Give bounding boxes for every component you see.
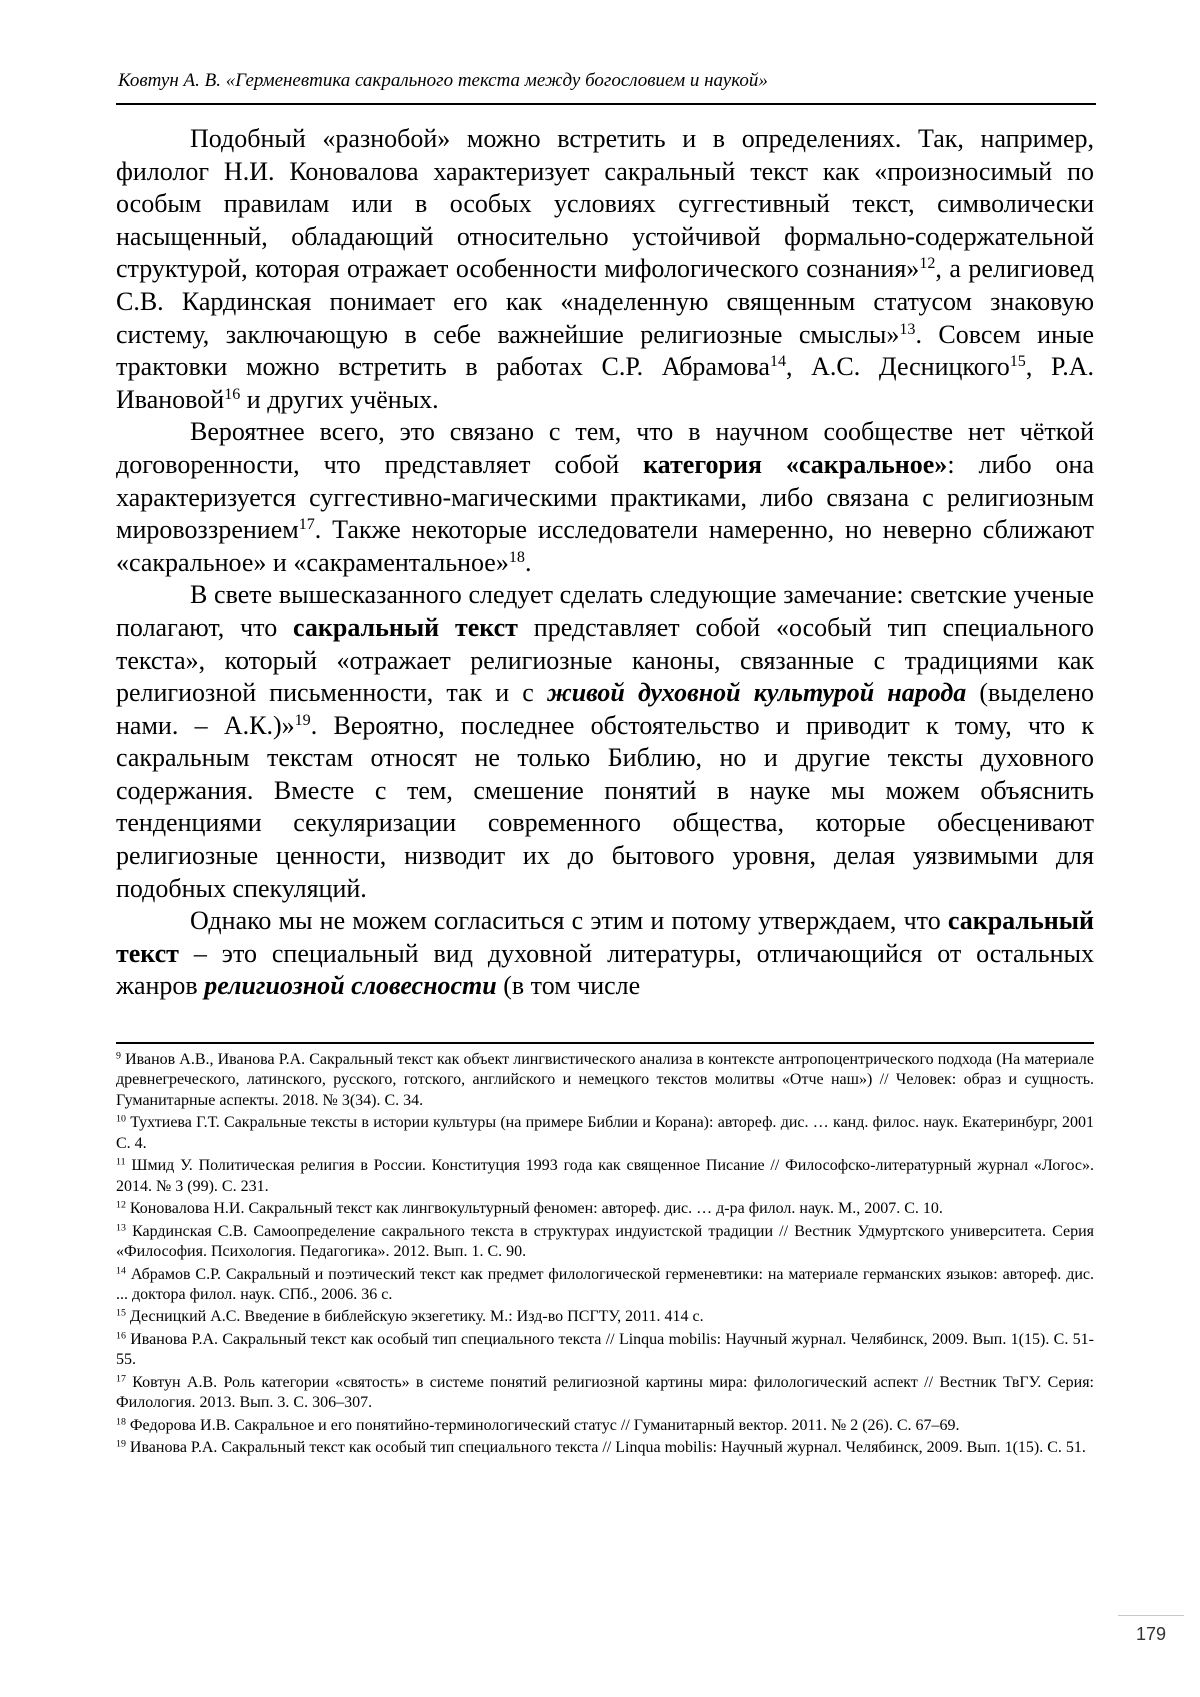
footnote-ref[interactable]: 12 [919,255,936,273]
text-run: представляет собой «особый тип специального текста», который «отражает религиозные каноны, связанные с традициями как религиозной письменности, так и с [116,612,1094,708]
text-run: . Совсем иные трактовки можно встретить в работах С.Р. Абрамова [116,319,1094,382]
paragraph-1 [116,123,1094,416]
footnote-number: 17 [116,1373,126,1385]
bold-term: сакральный текст [293,612,518,642]
text-run: Вероятнее всего, это связано с тем, что в научном сообществе нет чёткой договоренности, что представляет собой [116,417,1094,479]
paragraph-2 [116,416,1094,579]
text-run: . [524,547,532,577]
footnote-ref[interactable]: 15 [1009,353,1026,371]
text-run: , Р.А. Ивановой [116,352,1094,414]
footnote-text: Десницкий А.С. Введение в библейскую экзегетику. М.: Изд-во ПСГТУ, 2011. 414 с. [129,1308,704,1326]
footnote [116,1373,1094,1414]
footnote-ref[interactable]: 18 [508,548,525,566]
header-rule [116,103,1096,105]
footnote-text: Иванов А.В., Иванова Р.А. Сакральный текст как объект лингвистического анализа в контексте антропоцентрического подхода (На материале древнегреческого, латинского, русского, готского, английского и немецкого текстов молитвы «Отче наш») // Человек: образ и сущность. Гуманитарные аспекты. 2018. № 3(34). С. 34. [116,1051,1095,1109]
footnote-text: Тухтиева Г.Т. Сакральные тексты в истории культуры (на примере Библии и Корана): автореф. дис. … канд. филос. наук. Екатеринбург, 2001 С. 4. [116,1114,1095,1152]
bold-italic-phrase [204,971,497,1000]
text-run: В свете вышесказанного следует сделать следующие замечание: светские ученые полагают, что [116,580,1094,642]
footnote-ref[interactable]: 14 [769,353,786,371]
text-run: : либо она характеризуется суггестивно-магическими практиками, либо связана с религиозным мировоззрением [116,449,1094,545]
footnote-number: 19 [116,1438,126,1450]
text-run: (выделено нами. – А.К.)» [116,678,1094,740]
footnote-ref[interactable]: 19 [294,711,311,729]
footnote [116,1156,1094,1197]
footnote-text: Иванова Р.А. Сакральный текст как особый тип специального текста // Linqua mobilis: Научный журнал. Челябинск, 2009. Вып. 1(15). С. 51-55. [116,1330,1095,1369]
footnote-number: 12 [116,1199,126,1211]
footnote-number: 16 [116,1330,126,1342]
footnote-text: Шмид У. Политическая религия в России. Конституция 1993 года как священное Писание // Философско-литературный журнал «Логос». 2014. № 3 (99). С. 231. [116,1157,1094,1195]
footnote-text: Коновалова Н.И. Сакральный текст как лингвокультурный феномен: автореф. дис. … д-ра филол. наук. М., 2007. С. 10. [129,1200,943,1218]
text-run: Однако мы не можем согласиться с этим и потому утверждаем, что [190,906,948,936]
footnote [116,1050,1094,1111]
text-run: (в том числе [496,971,641,1001]
footnote-number: 13 [116,1222,126,1234]
footnote [116,1330,1094,1371]
footnote-number: 9 [116,1050,121,1062]
footnotes [116,1050,1094,1461]
emphasis: религиозной словесности [204,971,497,1001]
footnote [116,1265,1094,1306]
footnote-number: 18 [116,1416,126,1428]
page-number: 179 [1135,1624,1167,1644]
footnote-text: Абрамов С.Р. Сакральный и поэтический текст как предмет филологической герменевтики: на материале германских языков: автореф. дис. ... доктора филол. наук. СПб., 2006. 36 с. [116,1265,1095,1303]
text-run: Подобный «разнобой» можно встретить и в определениях. Так, например, филолог Н.И. Коновалова характеризует сакральный текст как «произносимый по особым правилам или в особых условиях суггестивный текст, символически насыщенный, обладающий относительно устойчивой формально-содержательной структурой, которая отражает особенности мифологического сознания» [116,124,1094,284]
paragraph-3 [116,579,1094,905]
text-run: , А.С. Десницкого [786,352,1010,382]
footnote-number: 10 [116,1113,126,1125]
bold-italic-phrase [547,678,966,707]
footnote [116,1307,1094,1327]
footnote-text: Ковтун А.В. Роль категории «святость» в системе понятий религиозной картины мира: филологический аспект // Вестник ТвГУ. Серия: Филология. 2013. Вып. 3. С. 306–307. [116,1373,1094,1412]
paragraph-4 [116,905,1094,1003]
footnote [116,1222,1094,1263]
running-header: Ковтун А. В. «Герменевтика сакрального текста между богословием и наукой» [118,70,768,91]
footnote-text: Кардинская С.В. Самоопределение сакрального текста в структурах индуистской традиции // Вестник Удмуртского университета. Серия «Философия. Психология. Педагогика». 2012. Вып. 1. С. 90. [116,1222,1094,1261]
footnote-separator [116,1042,1094,1044]
footnote-text: Иванова Р.А. Сакральный текст как особый тип специального текста // Linqua mobilis: Научный журнал. Челябинск, 2009. Вып. 1(15). С. 51. [129,1439,1086,1457]
footnote-number: 15 [116,1307,126,1319]
footnote-ref[interactable]: 16 [224,385,241,403]
footnote [116,1438,1094,1458]
bold-term: сакральный текст [116,906,1094,968]
main-text [116,123,1094,1003]
text-run: – это специальный вид духовной литературы, отличающийся от остальных жанров [116,938,1094,1001]
text-run: , а религиовед С.В. Кардинская понимает его как «наделенную священным статусом знаковую систему, заключающую в себе важнейшие религиозные смыслы» [116,254,1094,349]
text-run: и других учёных. [240,384,439,414]
text-run: . Вероятно, последнее обстоятельство и приводит к тому, что к сакральным текстам относят не только Библию, но и другие тексты духовного содержания. Вместе с тем, смешение понятий в науке мы можем объяснить тенденциями секуляризации современного общества, которые обесценивают религиозные ценности, низводит их до бытового уровня, делая уязвимыми для подобных спекуляций. [116,710,1094,903]
footnote [116,1199,1094,1219]
footnote-ref[interactable]: 17 [298,516,315,534]
footnote [116,1416,1094,1436]
footnote-number: 11 [116,1156,126,1168]
emphasis: живой духовной культурой народа [546,678,967,708]
page-number-rule [1118,1615,1184,1616]
footnote-text: Федорова И.В. Сакральное и его понятийно-терминологический статус // Гуманитарный вектор. 2011. № 2 (26). С. 67–69. [129,1416,960,1434]
footnote-number: 14 [116,1265,126,1277]
footnote [116,1113,1094,1154]
footnote-ref[interactable]: 13 [899,320,916,338]
bold-term: категория «сакральное» [643,449,948,479]
text-run: . Также некоторые исследователи намеренно, но неверно сближают «сакральное» и «сакраментальное» [116,515,1094,577]
